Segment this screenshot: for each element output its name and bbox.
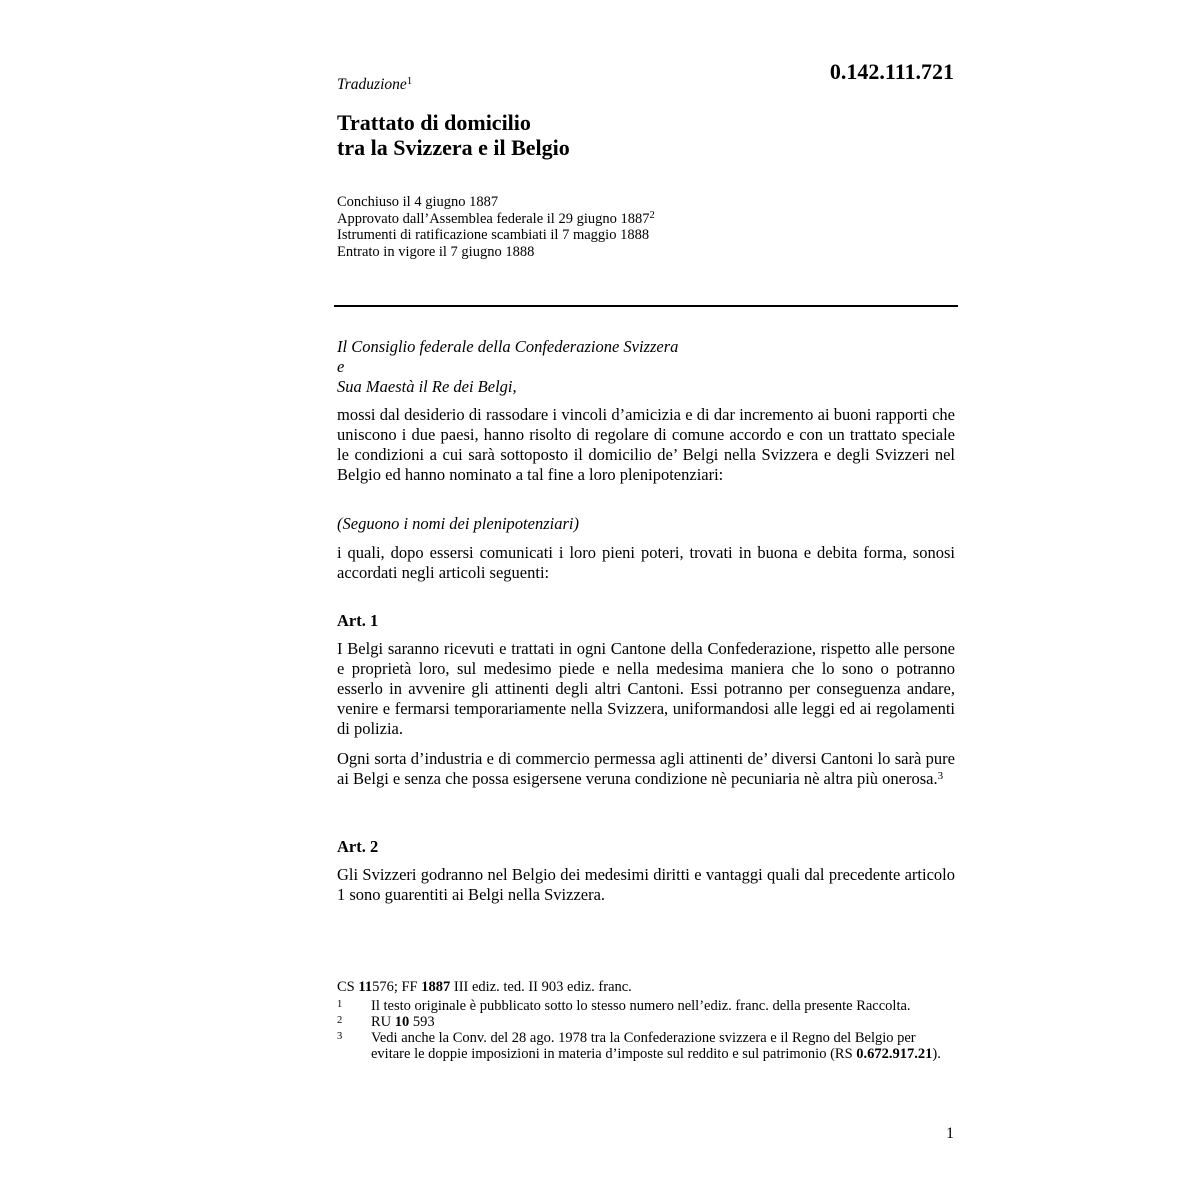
- footnotes: [337, 979, 957, 1062]
- footnote-2: [337, 1014, 957, 1030]
- concluded-date: Conchiuso il 4 giugno 1887: [337, 194, 499, 210]
- party-king-of-belgians: Sua Maestà il Re dei Belgi,: [337, 377, 517, 396]
- party-conjunction: e: [337, 357, 345, 376]
- sr-number: 0.142.111.721: [829, 59, 954, 84]
- article-1-paragraph-2: [337, 749, 955, 789]
- article-2-heading: Art. 2: [337, 837, 379, 856]
- plenipotentiaries-note: (Seguono i nomi dei plenipotenziari): [337, 514, 579, 533]
- preamble-paragraph-2: i quali, dopo essersi comunicati i loro pieni poteri, trovati in buona e debita forma, sonosi accordati negli articoli seguenti:: [337, 543, 955, 582]
- footnote-3: [337, 1030, 957, 1062]
- article-1-paragraph-2-text: Ogni sorta d’industria e di commercio permessa agli attinenti de’ diversi Cantoni lo sarà pure ai Belgi e senza che possa esigersene veruna condizione nè pecuniaria nè altra più onerosa.: [337, 749, 955, 788]
- preamble-parties: [337, 337, 955, 397]
- source-prefix: CS: [337, 979, 359, 995]
- ratification-date: Istrumenti di ratificazione scambiati il 7 maggio 1888: [337, 227, 650, 243]
- article-2-paragraph-1: Gli Svizzeri godranno nel Belgio dei medesimi diritti e vantaggi quali dal precedente articolo 1 sono guarentiti ai Belgi nella Svizzera.: [337, 865, 955, 904]
- footnote-ref-2[interactable]: 2: [649, 209, 655, 221]
- footnote-1-text: Il testo originale è pubblicato sotto lo stesso numero nell’ediz. franc. della presente Raccolta.: [371, 998, 911, 1014]
- footnote-3-mark: 3: [337, 1031, 343, 1042]
- footnote-1-mark: 1: [337, 999, 343, 1010]
- footnote-2-volume: 10: [394, 1014, 410, 1030]
- footnote-ref-3[interactable]: 3: [937, 770, 944, 782]
- in-force-date: Entrato in vigore il 7 giugno 1888: [337, 243, 535, 260]
- header-divider: [334, 305, 958, 307]
- approved-line: [337, 211, 957, 228]
- footnote-3-text: [371, 1030, 957, 1062]
- source-mid: 576; FF: [372, 979, 422, 995]
- approved-date: Approvato dall’Assemblea federale il 29 giugno 1887: [337, 210, 650, 227]
- document-title: [337, 110, 937, 160]
- footnote-2-text: [371, 1014, 957, 1030]
- treaty-metadata: [337, 194, 957, 260]
- translation-label-text: Traduzione: [337, 76, 407, 93]
- footnote-ref-1[interactable]: 1: [406, 75, 413, 87]
- party-swiss-federal-council: Il Consiglio federale della Confederazione Svizzera: [337, 337, 679, 356]
- footnote-2-mark: 2: [337, 1015, 343, 1026]
- footnote-2-prefix: RU: [371, 1014, 395, 1030]
- source-year: 1887: [421, 979, 451, 995]
- page-number: 1: [946, 1125, 954, 1142]
- source-citation: [337, 979, 957, 995]
- document-title-line-1: Trattato di domicilio: [337, 110, 531, 135]
- translation-label: [337, 75, 412, 95]
- footnote-3-rs-number[interactable]: 0.672.917.21: [856, 1046, 933, 1062]
- footnote-3-suffix: ).: [932, 1046, 941, 1062]
- footnote-1: [337, 998, 957, 1014]
- article-1-paragraph-1: I Belgi saranno ricevuti e trattati in ogni Cantone della Confederazione, rispetto alle persone e proprietà loro, sul medesimo piede e nella medesima maniera che lo sono o potranno esserlo in avvenire gli attinenti degli altri Cantoni. Essi potranno per conseguenza andare, venire e fermarsi temporariamente nella Svizzera, uniformandosi alle leggi ed ai regolamenti di polizia.: [337, 639, 955, 738]
- footnote-3-prefix: Vedi anche la Conv. del 28 ago. 1978 tra la Confederazione svizzera e il Regno del Belgio per evitare le doppie imposizioni in materia d’imposte sul reddito e sul patrimonio (RS: [371, 1030, 916, 1062]
- source-suffix: III ediz. ted. II 903 ediz. franc.: [450, 979, 632, 995]
- article-1-heading: Art. 1: [337, 611, 379, 630]
- source-volume: 11: [358, 979, 373, 995]
- document-title-line-2: tra la Svizzera e il Belgio: [337, 135, 570, 160]
- preamble-paragraph-1: mossi dal desiderio di rassodare i vincoli d’amicizia e di dar incremento ai buoni rapporti che uniscono i due paesi, hanno risolto di regolare di comune accordo e con un trattato speciale le condizioni a cui sarà sottoposto il domicilio de’ Belgi nella Svizzera e degli Svizzeri nel Belgio ed hanno nominato a tal fine a loro plenipotenziari:: [337, 405, 955, 484]
- footnote-2-suffix: 593: [409, 1014, 435, 1030]
